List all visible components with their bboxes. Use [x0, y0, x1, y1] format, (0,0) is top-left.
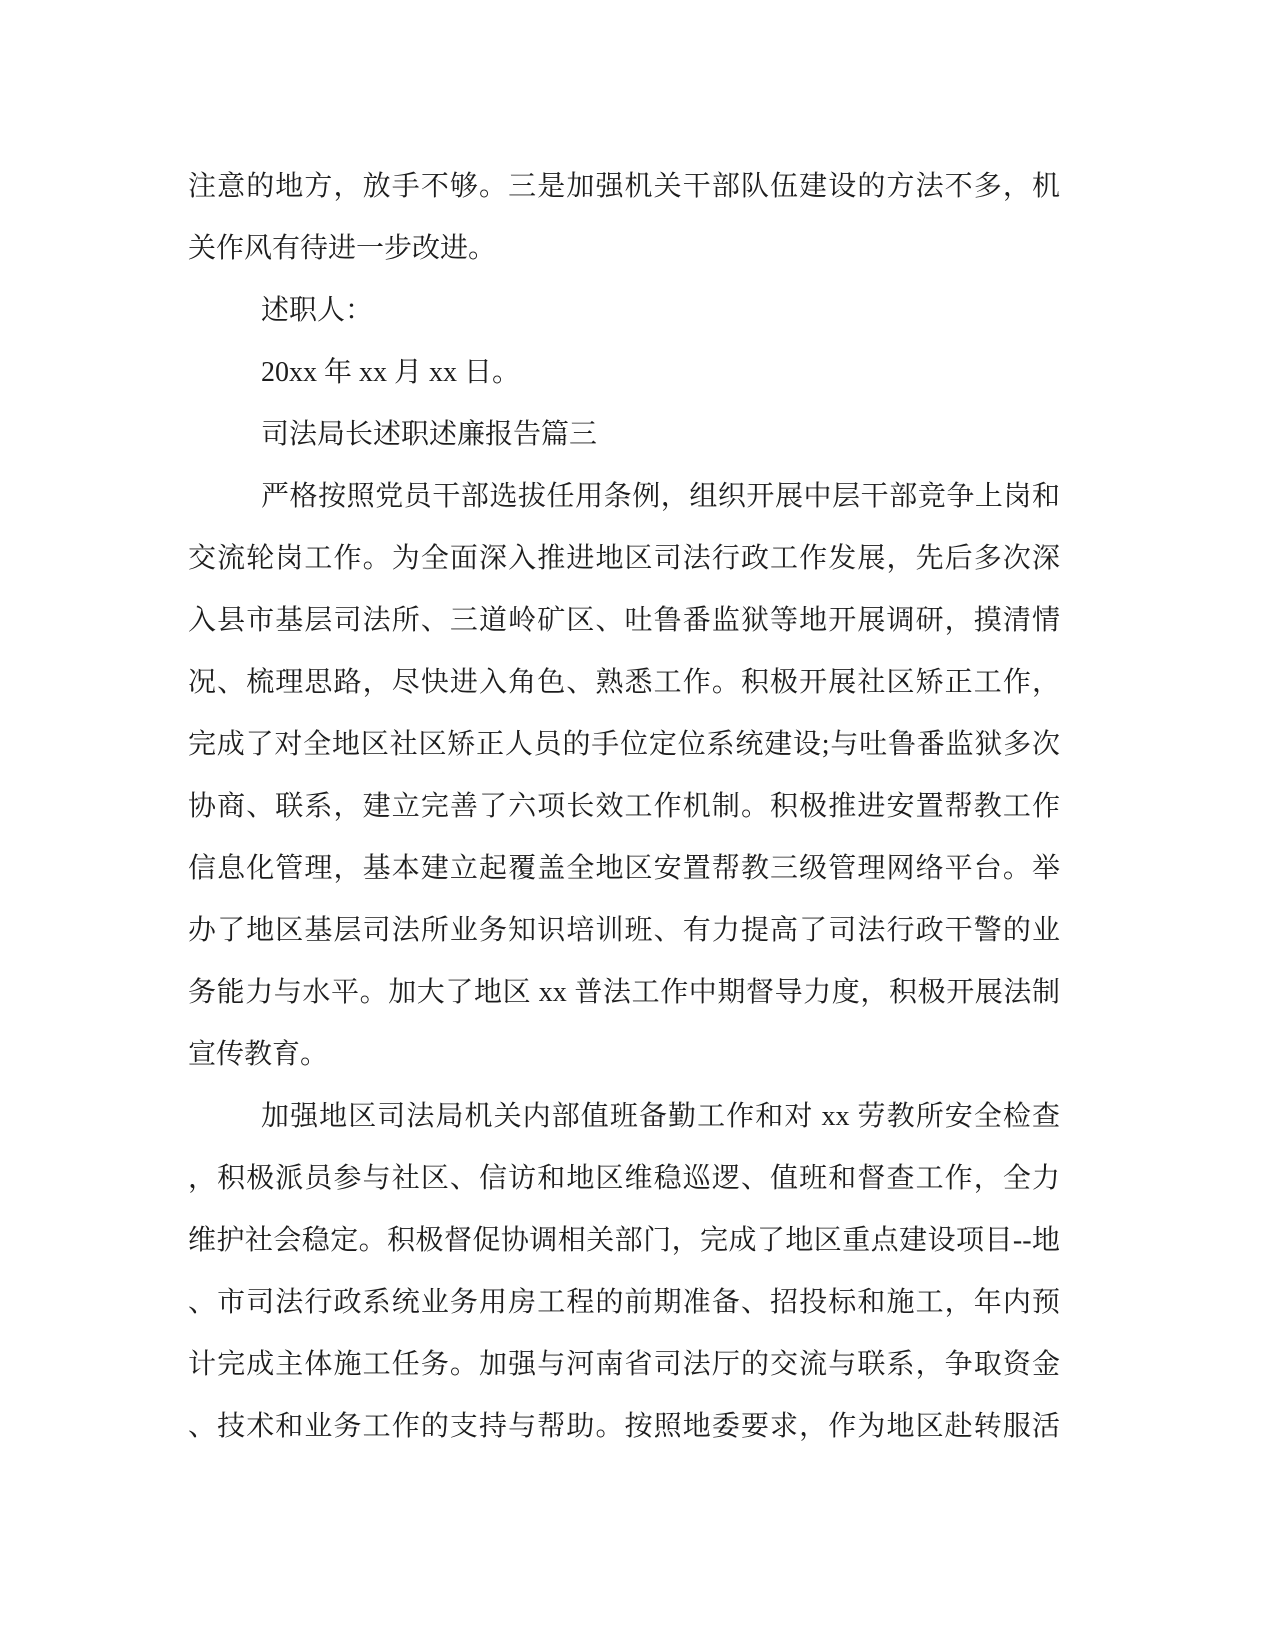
document-line: 协商、联系，建立完善了六项长效工作机制。积极推进安置帮教工作	[188, 791, 1060, 822]
document-line: 述职人：	[261, 295, 374, 326]
document-line: 办了地区基层司法所业务知识培训班、有力提高了司法行政干警的业	[188, 915, 1060, 946]
document-line: 注意的地方，放手不够。三是加强机关干部队伍建设的方法不多，机	[188, 171, 1060, 202]
document-line: 交流轮岗工作。为全面深入推进地区司法行政工作发展，先后多次深	[188, 543, 1060, 574]
document-line: 完成了对全地区社区矫正人员的手位定位系统建设;与吐鲁番监狱多次	[188, 729, 1060, 760]
document-line: 关作风有待进一步改进。	[188, 233, 497, 264]
document-line: ，积极派员参与社区、信访和地区维稳巡逻、值班和督查工作，全力	[188, 1163, 1060, 1194]
document-line: 、市司法行政系统业务用房工程的前期准备、招投标和施工，年内预	[188, 1287, 1060, 1318]
document-line: 况、梳理思路，尽快进入角色、熟悉工作。积极开展社区矫正工作，	[188, 667, 1060, 698]
document-line: 入县市基层司法所、三道岭矿区、吐鲁番监狱等地开展调研，摸清情	[188, 605, 1060, 636]
document-line: 计完成主体施工任务。加强与河南省司法厅的交流与联系，争取资金	[188, 1349, 1060, 1380]
document-line: 20xx 年 xx 月 xx 日。	[261, 357, 521, 388]
document-body	[188, 156, 1060, 1458]
document-line: 、技术和业务工作的支持与帮助。按照地委要求，作为地区赴转服活	[188, 1411, 1060, 1442]
document-line: 信息化管理，基本建立起覆盖全地区安置帮教三级管理网络平台。举	[188, 853, 1060, 884]
document-line: 维护社会稳定。积极督促协调相关部门，完成了地区重点建设项目--地	[188, 1225, 1060, 1256]
document-line: 加强地区司法局机关内部值班备勤工作和对 xx 劳教所安全检查	[261, 1101, 1060, 1132]
document-line: 严格按照党员干部选拔任用条例，组织开展中层干部竞争上岗和	[261, 481, 1060, 512]
document-line: 司法局长述职述廉报告篇三	[261, 419, 598, 450]
document-line: 宣传教育。	[188, 1039, 329, 1070]
document-line: 务能力与水平。加大了地区 xx 普法工作中期督导力度，积极开展法制	[188, 977, 1060, 1008]
